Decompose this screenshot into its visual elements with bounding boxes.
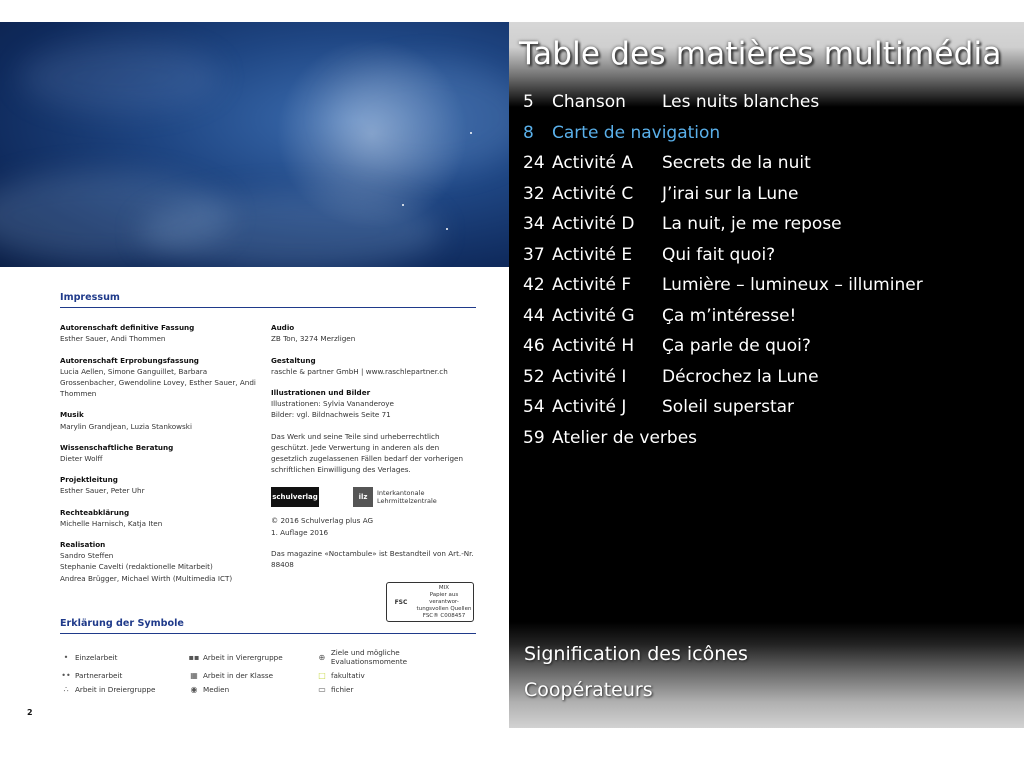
credit-text: raschle & partner GmbH | www.raschlepartner.ch [271, 366, 448, 376]
toc-category: Atelier de verbes [552, 427, 698, 448]
toc-category: Activité J [552, 397, 627, 417]
toc-page: 54 [523, 397, 545, 417]
toc-name: Décrochez la Lune [662, 366, 819, 387]
legend-label: fichier [331, 685, 354, 694]
media-icon: ◉ [190, 685, 198, 694]
legend-item [60, 685, 188, 694]
legend-label: Arbeit in der Klasse [203, 671, 274, 680]
fsc-text: MIX Papier aus verantwor- tungsvollen Quellen FSC® C008457 [416, 584, 472, 619]
toc-category: Activité E [552, 244, 633, 265]
toc-name: Lumière – lumineux – illuminer [662, 275, 923, 295]
credit-heading: Gestaltung [271, 355, 316, 365]
legend-item [188, 648, 316, 666]
multimedia-toc-panel [509, 22, 1024, 728]
fsc-tree-icon: FSC [394, 598, 408, 606]
toc-page: 34 [523, 214, 545, 234]
legend-item [188, 671, 316, 680]
impressum-page [0, 22, 509, 728]
credit-heading: Illustrationen und Bilder [271, 388, 371, 398]
symbols-title: Erklärung der Symbole [60, 618, 476, 634]
file-icon: ▭ [318, 685, 326, 694]
legend-label: Einzelarbeit [75, 652, 118, 662]
legend-label: Partnerarbeit [75, 671, 123, 680]
toc-page: 24 [523, 153, 545, 173]
toc-page: 32 [523, 183, 545, 204]
toc-name: Secrets de la nuit [662, 153, 811, 173]
credit-heading: Projektleitung [60, 475, 118, 485]
legend-item [60, 671, 188, 680]
toc-page: 46 [523, 336, 545, 356]
group-of-three-icon: ∴ [63, 685, 69, 694]
copyright-text: © 2016 Schulverlag plus AG [271, 516, 374, 526]
group-of-four-icon: ▪▪ [188, 652, 200, 662]
credit-text: Lucia Aellen, Simone Ganguillet, Barbara Grossenbacher, Gwendoline Lovey, Esther Sauer, Andi Thommen [60, 366, 256, 399]
toc-page: 5 [523, 92, 534, 112]
credit-text: Esther Sauer, Peter Uhr [60, 486, 145, 496]
single-work-icon: • [63, 652, 69, 662]
toc-page: 8 [523, 122, 534, 143]
credit-text: Illustrationen: Sylvia Vananderoye Bilder: vgl. Bildnachweis Seite 71 [271, 399, 394, 420]
partner-work-icon: •• [61, 671, 71, 680]
page-number: 2 [27, 708, 33, 717]
credit-heading: Rechteabklärung [60, 507, 130, 517]
credit-text: Marylin Grandjean, Luzia Stankowski [60, 421, 192, 431]
rights-text: Das Werk und seine Teile sind urheberrechtlich geschützt. Jede Verwertung in anderen als den gesetzlich zugelassenen Fällen bedarf der vorherigen schriftlichen Einwilligung des Verlages. [271, 431, 463, 475]
impressum-section [60, 292, 476, 619]
symbols-legend [60, 618, 476, 694]
credit-text: ZB Ton, 3274 Merzligen [271, 334, 356, 344]
class-work-icon: ▦ [190, 671, 198, 680]
credit-heading: Realisation [60, 540, 106, 550]
schulverlag-logo: schulverlag [271, 487, 319, 507]
legend-label: fakultativ [331, 671, 365, 680]
toc-category: Chanson [552, 92, 626, 112]
legend-item [316, 648, 476, 666]
toc-category: Activité D [552, 214, 635, 234]
toc-page: 42 [523, 275, 545, 295]
ilz-logo: ilz [353, 487, 373, 507]
toc-page: 44 [523, 305, 545, 326]
toc-category: Activité H [552, 336, 635, 356]
edition-text: 1. Auflage 2016 [271, 527, 329, 537]
optional-icon: □ [318, 671, 326, 680]
credit-text: Michelle Harnisch, Katja Iten [60, 518, 163, 528]
legend-item [188, 685, 316, 694]
legend-label: Arbeit in Vierergruppe [203, 652, 283, 662]
cooperators-link[interactable]: Coopérateurs [524, 679, 653, 701]
toc-category: Activité C [552, 183, 634, 204]
toc-page: 52 [523, 366, 545, 387]
toc-title: Table des matières multimédia [519, 36, 1002, 72]
legend-label: Medien [203, 685, 230, 694]
credit-heading: Autorenschaft definitive Fassung [60, 323, 195, 333]
legend-item [316, 671, 476, 680]
toc-page: 37 [523, 244, 545, 265]
ilz-logo-text: Interkantonale Lehrmittelzentrale [377, 489, 437, 506]
toc-category: Activité A [552, 153, 634, 173]
toc-category: Carte de navigation [552, 122, 721, 143]
toc-name: Ça parle de quoi? [662, 336, 811, 356]
magazine-note: Das magazine «Noctambule» ist Bestandteil von Art.-Nr. 88408 [271, 548, 474, 570]
toc-name: Qui fait quoi? [662, 244, 776, 265]
toc-name: J’irai sur la Lune [662, 183, 799, 204]
toc-page: 59 [523, 427, 545, 448]
goals-icon: ⊕ [318, 652, 326, 662]
icons-meaning-link[interactable]: Signification des icônes [524, 643, 748, 665]
impressum-right-column [271, 322, 476, 594]
toc-category: Activité F [552, 275, 632, 295]
credit-heading: Wissenschaftliche Beratung [60, 442, 174, 452]
credit-text: Esther Sauer, Andi Thommen [60, 334, 166, 344]
impressum-left-column [60, 322, 260, 594]
credit-heading: Audio [271, 323, 295, 333]
toc-category: Activité I [552, 366, 627, 387]
toc-name: Ça m’intéresse! [662, 305, 797, 326]
crescent-moon-icon [0, 22, 509, 267]
night-sky-moon-image [0, 22, 509, 267]
toc-name: La nuit, je me repose [662, 214, 842, 234]
credit-heading: Musik [60, 410, 84, 420]
credit-heading: Autorenschaft Erprobungsfassung [60, 355, 199, 365]
toc-category: Activité G [552, 305, 635, 326]
legend-item [60, 648, 188, 666]
legend-label: Ziele und mögliche Evaluationsmomente [330, 648, 408, 666]
legend-item [316, 685, 476, 694]
credit-text: Dieter Wolff [60, 454, 103, 464]
credit-text: Sandro Steffen Stephanie Cavelti (redaktionelle Mitarbeit) Andrea Brügger, Michael Wirth (Multimedia ICT) [60, 551, 233, 583]
legend-label: Arbeit in Dreiergruppe [75, 685, 156, 694]
toc-name: Les nuits blanches [662, 92, 820, 112]
fsc-certificate-logo [386, 582, 474, 622]
toc-name: Soleil superstar [662, 397, 795, 417]
impressum-title: Impressum [60, 292, 476, 308]
